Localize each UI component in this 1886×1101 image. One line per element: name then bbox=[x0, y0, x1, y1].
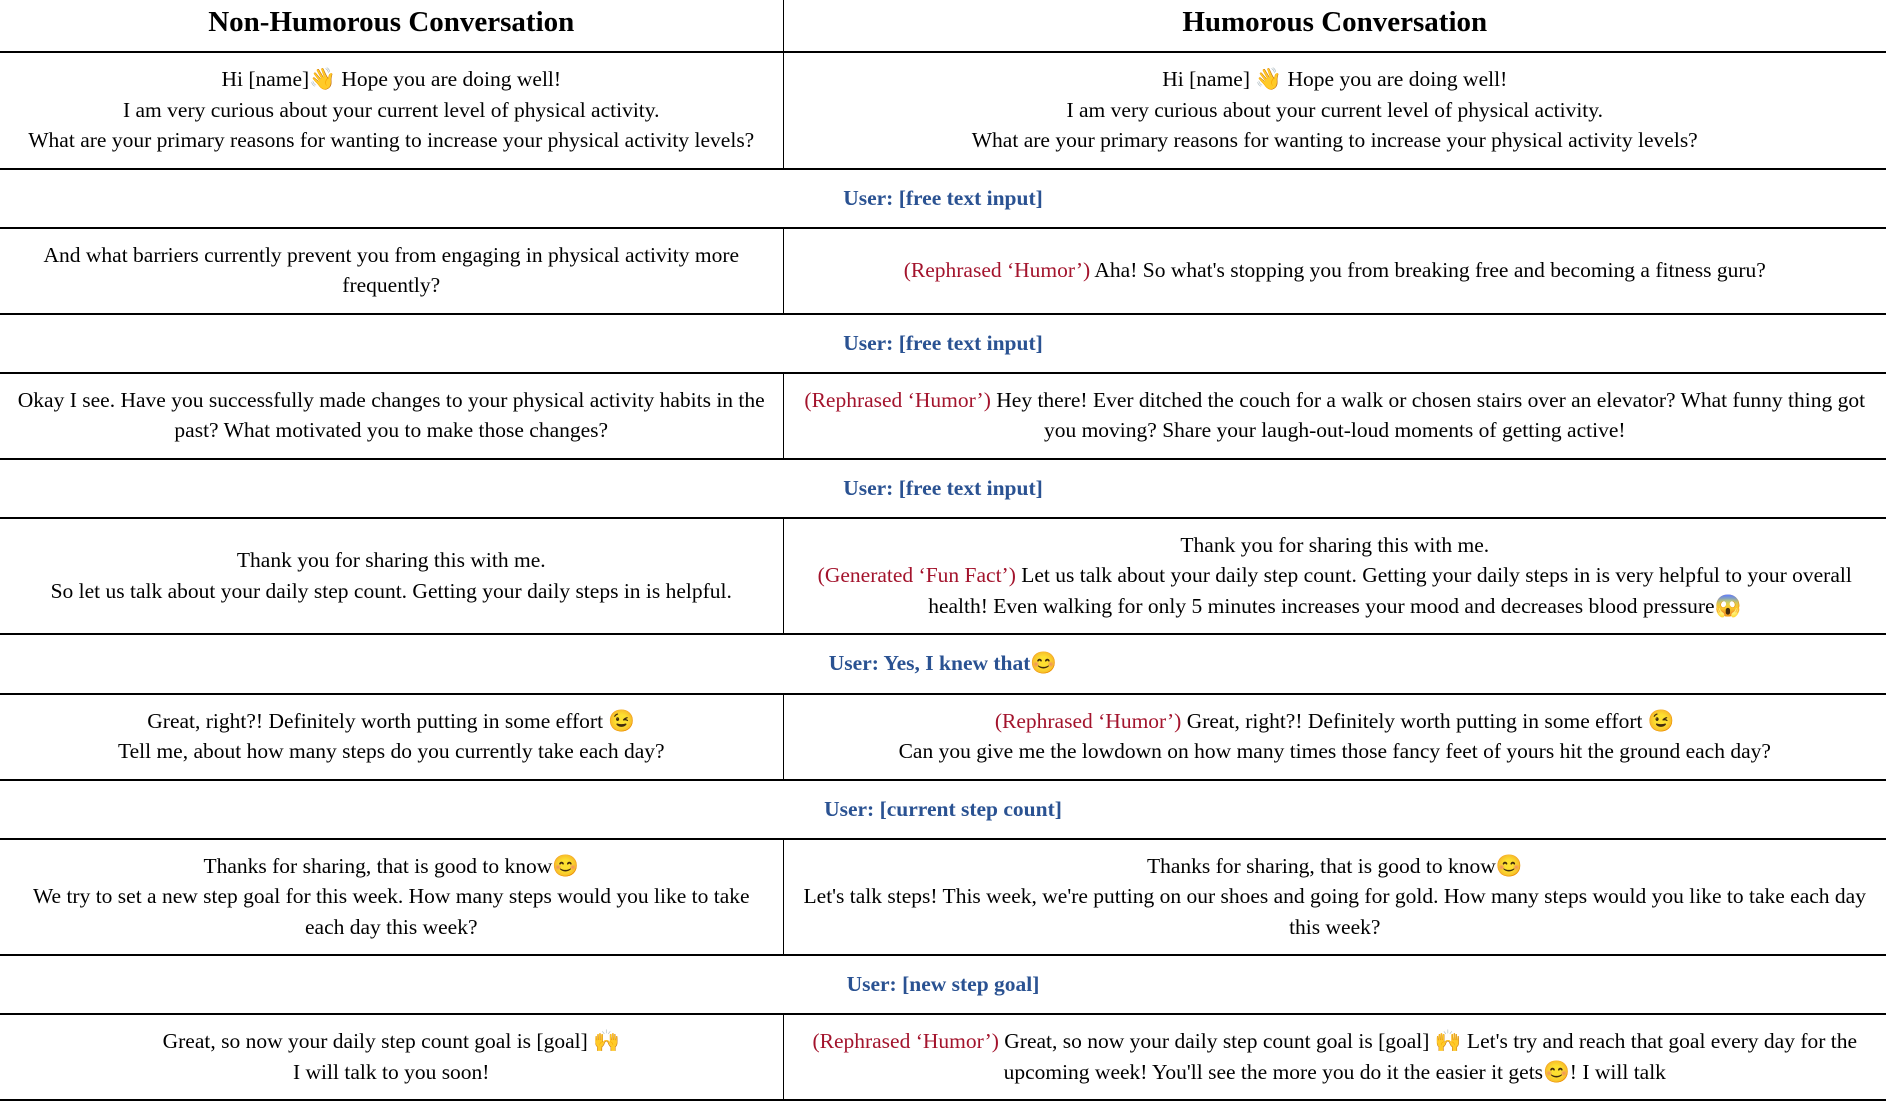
humorous-message-cell bbox=[783, 518, 1886, 635]
message-line: Great, so now your daily step count goal is [goal] 🙌 Let's try and reach that goal every day for the upcoming week! You'll see the more you do it the easier it gets😊! I will talk bbox=[998, 1029, 1858, 1084]
message-line: And what barriers currently prevent you from engaging in physical activity more frequently? bbox=[43, 242, 740, 298]
message-line: I will talk to you soon! bbox=[293, 1059, 490, 1084]
column-header-non-humorous: Non-Humorous Conversation bbox=[0, 0, 783, 52]
message-pair-row bbox=[0, 52, 1886, 169]
user-turn-row bbox=[0, 169, 1886, 228]
humorous-message-body bbox=[798, 64, 1873, 95]
message-line: Hi [name] 👋 Hope you are doing well! bbox=[1162, 67, 1508, 91]
user-turn-row bbox=[0, 634, 1886, 693]
user-turn-label: User: [new step goal] bbox=[0, 955, 1886, 1014]
humorous-message-body bbox=[798, 881, 1873, 942]
message-line: I am very curious about your current level of physical activity. bbox=[122, 97, 660, 122]
message-line: What are your primary reasons for wanting to increase your physical activity levels? bbox=[28, 128, 755, 153]
non-humorous-message-cell bbox=[0, 52, 783, 169]
message-line: Thanks for sharing, that is good to know😊 bbox=[203, 853, 579, 878]
message-line: Let us talk about your daily step count. Getting your daily steps in is very helpful to your overall health! Even walking for only 5 minutes increases your mood and decreases blood pressure😱 bbox=[928, 563, 1852, 618]
humorous-message-body bbox=[798, 385, 1873, 446]
table-body bbox=[0, 52, 1886, 1100]
humorous-message-cell bbox=[783, 1014, 1886, 1100]
non-humorous-message-cell bbox=[0, 518, 783, 635]
non-humorous-message-cell bbox=[0, 1014, 783, 1100]
message-line: Hey there! Ever ditched the couch for a walk or chosen stairs over an elevator? What funny thing got you moving? Share your laugh-out-loud moments of getting active! bbox=[990, 387, 1866, 443]
user-turn-row bbox=[0, 459, 1886, 518]
message-pair-row bbox=[0, 839, 1886, 956]
user-turn-label: User: [free text input] bbox=[0, 459, 1886, 518]
user-turn-label: User: [current step count] bbox=[0, 780, 1886, 839]
user-turn-label: User: Yes, I knew that😊 bbox=[0, 634, 1886, 693]
message-line: Let's talk steps! This week, we're putting on our shoes and going for gold. How many steps would you like to take each day this week? bbox=[803, 884, 1866, 939]
non-humorous-message-cell bbox=[0, 373, 783, 459]
rephrase-annotation-tag: (Rephrased ‘Humor’) bbox=[994, 708, 1182, 733]
message-line: Great, right?! Definitely worth putting in some effort 😉 bbox=[1181, 708, 1675, 733]
humorous-message-cell bbox=[783, 373, 1886, 459]
table-header bbox=[0, 0, 1886, 52]
message-line: Aha! So what's stopping you from breaking free and becoming a fitness guru? bbox=[1090, 257, 1766, 282]
header-row bbox=[0, 0, 1886, 52]
user-turn-row bbox=[0, 780, 1886, 839]
humorous-message-cell bbox=[783, 839, 1886, 956]
message-pair-row bbox=[0, 373, 1886, 459]
humorous-message-body bbox=[798, 706, 1873, 737]
humorous-message-cell bbox=[783, 228, 1886, 314]
rephrase-annotation-tag: (Generated ‘Fun Fact’) bbox=[817, 563, 1016, 588]
non-humorous-message-cell bbox=[0, 228, 783, 314]
message-line: Hi [name]👋 Hope you are doing well! bbox=[221, 67, 562, 91]
message-line: So let us talk about your daily step count. Getting your daily steps in is helpful. bbox=[50, 578, 732, 603]
message-line: We try to set a new step goal for this week. How many steps would you like to take each day this week? bbox=[32, 884, 750, 939]
message-line: Tell me, about how many steps do you currently take each day? bbox=[117, 739, 665, 764]
user-turn-label: User: [free text input] bbox=[0, 314, 1886, 373]
message-line: Thank you for sharing this with me. bbox=[236, 548, 546, 573]
user-turn-row bbox=[0, 955, 1886, 1014]
message-line: Thank you for sharing this with me. bbox=[1180, 532, 1490, 557]
non-humorous-message-cell bbox=[0, 839, 783, 956]
message-line: Thanks for sharing, that is good to know😊 bbox=[1146, 853, 1523, 878]
rephrase-annotation-tag: (Rephrased ‘Humor’) bbox=[903, 257, 1091, 282]
rephrase-annotation-tag: (Rephrased ‘Humor’) bbox=[804, 387, 991, 412]
humorous-message-cell bbox=[783, 694, 1886, 780]
humorous-message-cell bbox=[783, 52, 1886, 169]
message-line: What are your primary reasons for wanting to increase your physical activity levels? bbox=[971, 128, 1698, 153]
message-pair-row bbox=[0, 1014, 1886, 1100]
message-line: I am very curious about your current level of physical activity. bbox=[1066, 97, 1604, 122]
user-turn-row bbox=[0, 314, 1886, 373]
user-turn-label: User: [free text input] bbox=[0, 169, 1886, 228]
rephrase-annotation-tag: (Rephrased ‘Humor’) bbox=[812, 1029, 999, 1054]
message-line: Can you give me the lowdown on how many times those fancy feet of yours hit the ground each day? bbox=[898, 739, 1771, 764]
humorous-message-body bbox=[798, 255, 1873, 286]
message-pair-row bbox=[0, 518, 1886, 635]
humorous-message-body bbox=[798, 560, 1873, 621]
message-pair-row bbox=[0, 228, 1886, 314]
humorous-message-body bbox=[798, 1026, 1873, 1087]
message-line: Okay I see. Have you successfully made changes to your physical activity habits in the past? What motivated you to make those changes? bbox=[17, 387, 765, 443]
message-line: Great, right?! Definitely worth putting in some effort 😉 bbox=[147, 708, 636, 733]
column-header-humorous: Humorous Conversation bbox=[783, 0, 1886, 52]
non-humorous-message-cell bbox=[0, 694, 783, 780]
message-pair-row bbox=[0, 694, 1886, 780]
message-line: Great, so now your daily step count goal is [goal] 🙌 bbox=[162, 1029, 620, 1054]
